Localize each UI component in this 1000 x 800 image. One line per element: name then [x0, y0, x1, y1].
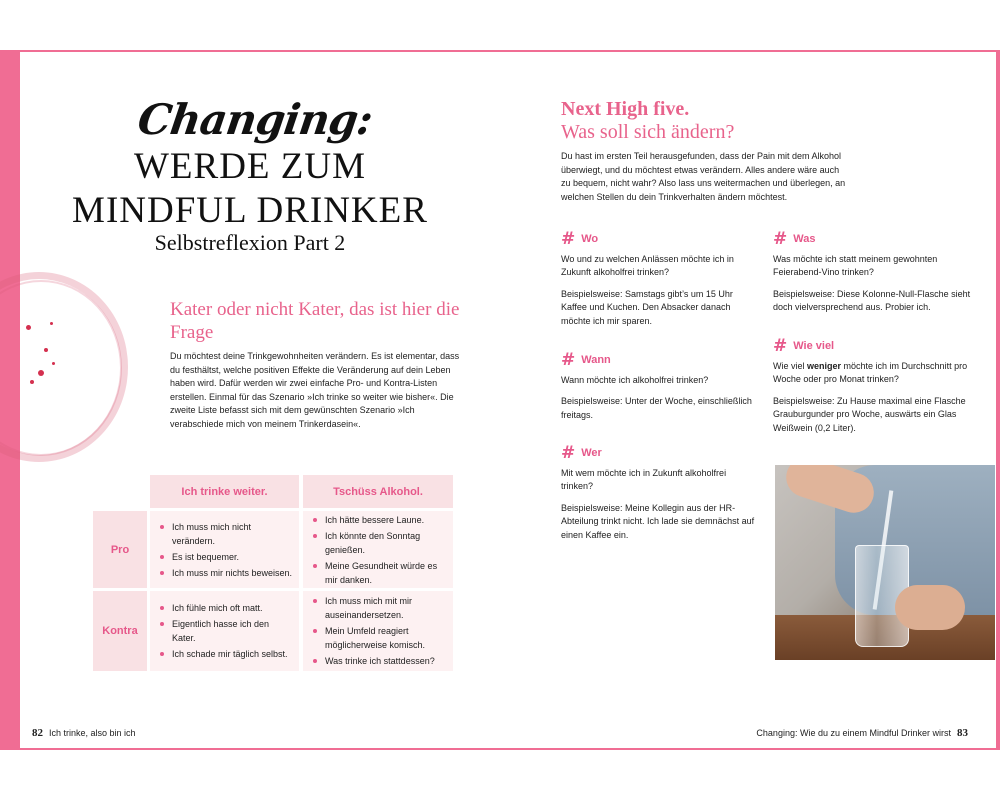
table-cell-pro-left	[150, 511, 299, 588]
right-heading-line1: Next High five.	[561, 98, 690, 120]
block-example: Beispielsweise: Zu Hause maximal eine Flasche Grauburgunder pro Woche, auswärts ein Glas Weißwein (0,2 Liter).	[773, 395, 966, 433]
wine-drop	[52, 362, 55, 365]
running-footer-left: Ich trinke, also bin ich	[49, 728, 136, 738]
pro-contra-table	[93, 475, 453, 671]
main-title-line1: WERDE ZUM	[134, 146, 366, 187]
page-number-right: 83	[957, 727, 968, 739]
page-number-left: 82	[32, 727, 43, 739]
block-wann	[561, 350, 756, 430]
photo-glass-of-water	[775, 465, 995, 660]
list-item: Meine Gesundheit würde es mir danken.	[311, 559, 449, 587]
table-cell-kontra-right	[303, 591, 453, 671]
block-title: Wer	[581, 447, 602, 459]
list-item: Ich hätte bessere Laune.	[311, 513, 449, 527]
block-question: Was möchte ich statt meinem gewohnten Feierabend-Vino trinken?	[773, 253, 938, 277]
page-edge-top	[0, 50, 1000, 52]
block-example: Beispielsweise: Diese Kolonne-Null-Flasche sieht doch vielversprechend aus. Probier ich.	[773, 288, 971, 312]
hashtag-icon: #	[773, 229, 788, 249]
block-example: Beispielsweise: Meine Kollegin aus der HR-Abteilung trinkt nicht. Ich lade sie demnächst auf einen Kaffee ein.	[561, 502, 755, 540]
list-item: Was trinke ich stattdessen?	[311, 654, 449, 668]
right-intro: Du hast im ersten Teil herausgefunden, dass der Pain mit dem Alkohol überwiegt, und du möchtest etwas verändern. Alles andere wäre auch zu bequem, nicht wahr? Also lass uns weitermachen und überlegen, an welchen Stellen du dein Trinkverhalten ändern möchtest.	[561, 151, 846, 202]
block-question: Wo und zu welchen Anlässen möchte ich in Zukunft alkoholfrei trinken?	[561, 253, 734, 277]
block-question: Wie viel weniger möchte ich im Durchschnitt pro Woche oder pro Monat trinken?	[773, 360, 968, 384]
page-edge-bottom	[0, 748, 1000, 750]
photo-hand	[895, 585, 965, 630]
table-header-col1: Ich trinke weiter.	[150, 475, 299, 508]
list-item: Ich muss mir nichts beweisen.	[158, 566, 295, 580]
running-footer-right: Changing: Wie du zu einem Mindful Drinker wirst	[756, 728, 951, 738]
main-title	[60, 145, 440, 233]
wine-drop	[26, 325, 31, 330]
table-cell-pro-right	[303, 511, 453, 588]
block-question: Mit wem möchte ich in Zukunft alkoholfrei trinken?	[561, 467, 727, 491]
section-body: Du möchtest deine Trinkgewohnheiten verändern. Es ist elementar, dass du festhältst, welche positiven Effekte die Veränderung auf dein Leben haben wird. Dafür werden wir zwei einfache Pro- und Kontra-Listen erstellen. Einmal für das Szenario »Ich trinke so weiter wie bisher«. Die zweite Liste befasst sich mit dem gewünschten Szenario »Ich verabschiede mich von meinem Trinkerdasein«.	[170, 351, 460, 429]
list-item: Eigentlich hasse ich den Kater.	[158, 617, 295, 645]
right-heading	[561, 98, 861, 144]
block-was	[773, 229, 973, 323]
block-example: Beispielsweise: Samstags gibt’s um 15 Uhr Kaffee und Kuchen. Den Absacker danach möchte ich mir sparen.	[561, 288, 733, 326]
main-title-line2: MINDFUL DRINKER	[72, 190, 428, 231]
footer-left	[32, 727, 136, 739]
block-example: Beispielsweise: Unter der Woche, einschließlich freitags.	[561, 396, 752, 420]
list-item: Ich muss mich mit mir auseinandersetzen.	[311, 594, 449, 622]
page-edge-right	[996, 50, 1000, 750]
wine-drop	[50, 322, 53, 325]
wine-drop	[44, 348, 48, 352]
list-item: Ich muss mich nicht verändern.	[158, 520, 295, 548]
list-item: Es ist bequemer.	[158, 550, 295, 564]
list-item: Ich fühle mich oft matt.	[158, 601, 295, 615]
wine-drop	[30, 380, 34, 384]
hashtag-icon: #	[773, 336, 788, 356]
wine-drop	[38, 370, 44, 376]
list-item: Ich schade mir täglich selbst.	[158, 647, 295, 661]
block-title: Wie viel	[793, 340, 835, 352]
sub-title: Selbstreflexion Part 2	[154, 230, 346, 255]
table-row-label-kontra: Kontra	[93, 591, 147, 671]
hashtag-icon: #	[561, 229, 576, 249]
table-header-col2: Tschüss Alkohol.	[303, 475, 453, 508]
table-row-label-pro: Pro	[93, 511, 147, 588]
list-item: Mein Umfeld reagiert möglicherweise komisch.	[311, 624, 449, 652]
block-wie-viel	[773, 336, 973, 443]
hashtag-icon: #	[561, 350, 576, 370]
footer-right	[756, 727, 968, 739]
section-heading: Kater oder nicht Kater, das ist hier die Frage	[170, 299, 460, 343]
hashtag-icon: #	[561, 443, 576, 463]
table-cell-kontra-left	[150, 591, 299, 671]
block-wo	[561, 229, 756, 336]
block-wer	[561, 443, 756, 550]
right-heading-line2: Was soll sich ändern?	[561, 121, 735, 143]
block-question: Wann möchte ich alkoholfrei trinken?	[561, 374, 709, 385]
list-item: Ich könnte den Sonntag genießen.	[311, 529, 449, 557]
block-title: Wo	[581, 233, 599, 245]
script-title: Changing:	[134, 95, 376, 144]
block-title: Wann	[581, 354, 611, 366]
block-title: Was	[793, 233, 816, 245]
